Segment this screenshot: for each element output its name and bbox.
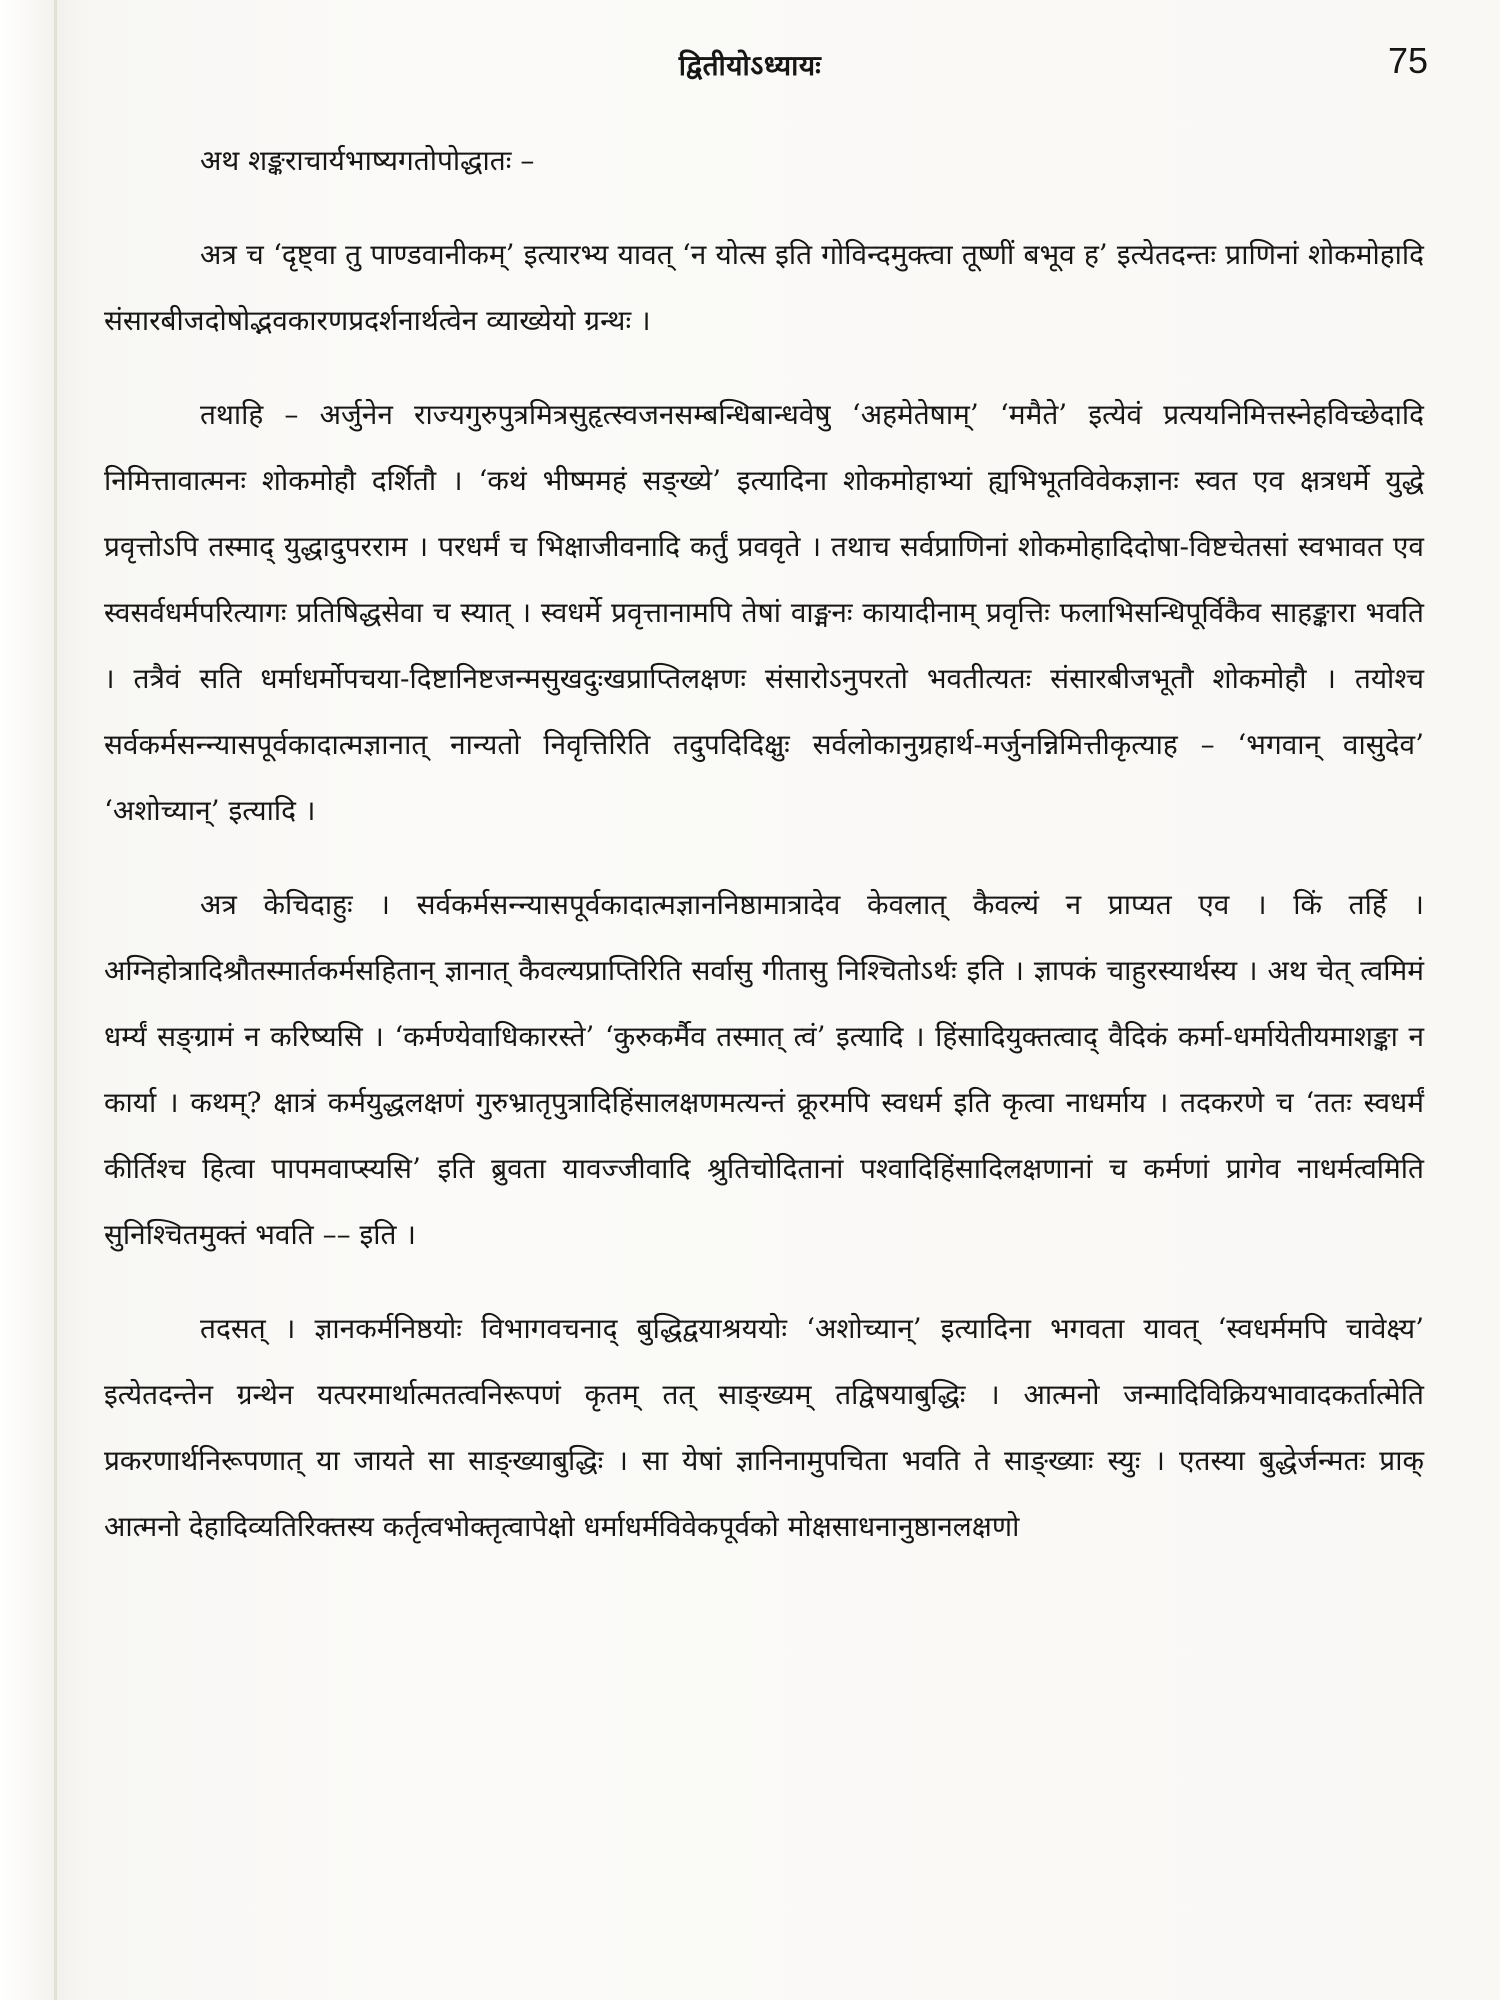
page-body [104, 128, 1424, 1560]
page-number: 75 [1387, 40, 1428, 81]
paragraph: तदसत् । ज्ञानकर्मनिष्ठयोः विभागवचनाद् बुद्धिद्वयाश्रययोः ‘अशोच्यान्’ इत्यादिना भगवता यावत् ‘स्वधर्ममपि चावेक्ष्य’ इत्येतदन्तेन ग्रन्थेन यत्परमार्थात्मतत्वनिरूपणं कृतम् तत् साङ्ख्यम् तद्विषयाबुद्धिः । आत्मनो जन्मादिविक्रियभावादकर्तात्मेति प्रकरणार्थनिरूपणात् या जायते सा साङ्ख्याबुद्धिः । सा येषां ज्ञानिनामुपचिता भवति ते साङ्ख्याः स्युः । एतस्या बुद्धेर्जन्मतः प्राक् आत्मनो देहादिव्यतिरिक्तस्य कर्तृत्वभोक्तृत्वापेक्षो धर्माधर्मविवेकपूर्वको मोक्षसाधनानुष्ठानलक्षणो [104, 1312, 1424, 1543]
paragraph: अत्र च ‘दृष्ट्वा तु पाण्डवानीकम्’ इत्यारभ्य यावत् ‘न योत्स इति गोविन्दमुक्त्वा तूष्णीं बभूव ह’ इत्येतदन्तः प्राणिनां शोकमोहादि संसारबीजदोषोद्भवकारणप्रदर्शनार्थत्वेन व्याख्येयो ग्रन्थः । [104, 238, 1424, 337]
paragraph: अत्र केचिदाहुः । सर्वकर्मसन्न्यासपूर्वकादात्मज्ञाननिष्ठामात्रादेव केवलात् कैवल्यं न प्राप्यत एव । किं तर्हि । अग्निहोत्रादिश्रौतस्मार्तकर्मसहितान् ज्ञानात् कैवल्यप्राप्तिरिति सर्वासु गीतासु निश्चितोऽर्थः इति । ज्ञापकं चाहुरस्यार्थस्य । अथ चेत् त्वमिमं धर्म्यं सङ्ग्रामं न करिष्यसि । ‘कर्मण्येवाधिकारस्ते’ ‘कुरुकर्मैव तस्मात् त्वं’ इत्यादि । हिंसादियुक्तत्वाद् वैदिकं कर्मा-धर्मायेतीयमाशङ्का न कार्या । कथम्? क्षात्रं कर्मयुद्धलक्षणं गुरुभ्रातृपुत्रादिहिंसालक्षणमत्यन्तं क्रूरमपि स्वधर्म इति कृत्वा नाधर्माय । तदकरणे च ‘ततः स्वधर्मं कीर्तिश्च हित्वा पापमवाप्स्यसि’ इति ब्रुवता यावज्जीवादि श्रुतिचोदितानां पश्वादिहिंसादिलक्षणानां च कर्मणां प्रागेव नाधर्मत्वमिति सुनिश्चितमुक्तं भवति –– इति । [104, 888, 1424, 1251]
paragraph: तथाहि – अर्जुनेन राज्यगुरुपुत्रमित्रसुहृत्स्वजनसम्बन्धिबान्धवेषु ‘अहमेतेषाम्’ ‘ममैते’ इत्येवं प्रत्ययनिमित्तस्नेहविच्छेदादि निमित्तावात्मनः शोकमोहौ दर्शितौ । ‘कथं भीष्ममहं सङ्ख्ये’ इत्यादिना शोकमोहाभ्यां ह्यभिभूतविवेकज्ञानः स्वत एव क्षत्रधर्मे युद्धे प्रवृत्तोऽपि तस्माद् युद्धादुपरराम । परधर्मं च भिक्षाजीवनादि कर्तुं प्रववृते । तथाच सर्वप्राणिनां शोकमोहादिदोषा-विष्टचेतसां स्वभावत एव स्वसर्वधर्मपरित्यागः प्रतिषिद्धसेवा च स्यात् । स्वधर्मे प्रवृत्तानामपि तेषां वाङ्मनः कायादीनाम् प्रवृत्तिः फलाभिसन्धिपूर्विकैव साहङ्कारा भवति । तत्रैवं सति धर्माधर्मोपचया-दिष्टानिष्टजन्मसुखदुःखप्राप्तिलक्षणः संसारोऽनुपरतो भवतीत्यतः संसारबीजभूतौ शोकमोहौ । तयोश्च सर्वकर्मसन्न्यासपूर्वकादात्मज्ञानात् नान्यतो निवृत्तिरिति तदुपदिदिक्षुः सर्वलोकानुग्रहार्थ-मर्जुनन्निमित्तीकृत्याह – ‘भगवान् वासुदेव’ ‘अशोच्यान्’ इत्यादि । [104, 398, 1424, 827]
running-title: द्वितीयोऽध्यायः [678, 49, 822, 82]
page-header [0, 40, 1500, 100]
binding-edge [54, 0, 57, 2000]
paragraph-intro: अथ शङ्कराचार्यभाष्यगतोपोद्धातः – [200, 144, 535, 177]
